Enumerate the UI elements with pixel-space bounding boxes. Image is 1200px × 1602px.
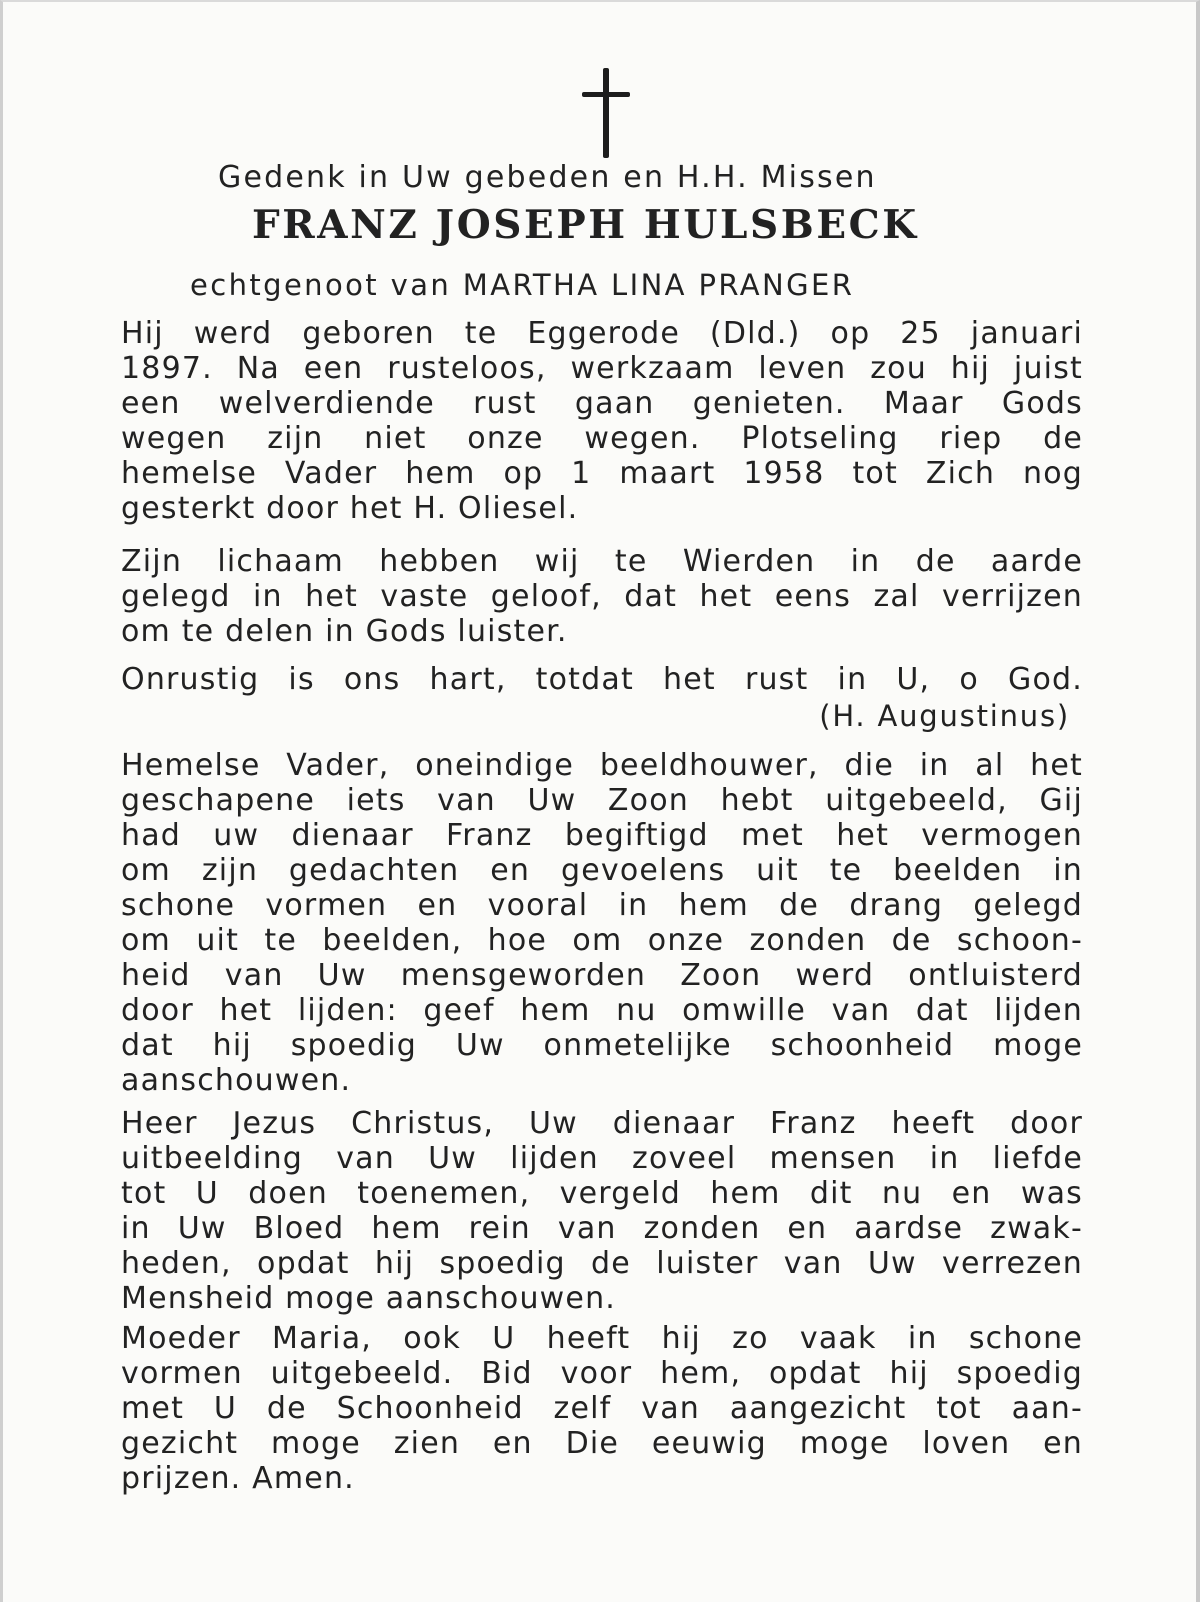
- text-line: een welverdiende rust gaan genieten. Maar Gods: [121, 386, 1083, 421]
- burial-paragraph: [121, 544, 1083, 649]
- intro-line: Gedenk in Uw gebeden en H.H. Missen: [218, 160, 877, 195]
- text-line: Moeder Maria, ook U heeft hij zo vaak in schone: [121, 1321, 1083, 1356]
- quote-text: Onrustig is ons hart, totdat het rust in U, o God.: [121, 662, 1083, 697]
- text-line: Hij werd geboren te Eggerode (Dld.) op 25 januari: [121, 316, 1083, 351]
- text-line: gelegd in het vaste geloof, dat het eens zal verrijzen: [121, 579, 1083, 614]
- text-line: om te delen in Gods luister.: [121, 614, 568, 649]
- text-line: gezicht moge zien en Die eeuwig moge loven en: [121, 1426, 1083, 1461]
- text-line: geschapene iets van Uw Zoon hebt uitgebeeld, Gij: [121, 783, 1083, 818]
- text-line: Hemelse Vader, oneindige beeldhouwer, die in al het: [121, 748, 1083, 783]
- prayer-mary: [121, 1321, 1083, 1496]
- text-line: aanschouwen.: [121, 1063, 352, 1098]
- text-line: vormen uitgebeeld. Bid voor hem, opdat hij spoedig: [121, 1356, 1083, 1391]
- text-line: heid van Uw mensgeworden Zoon werd ontluisterd: [121, 958, 1083, 993]
- text-line: Heer Jezus Christus, Uw dienaar Franz heeft door: [121, 1106, 1083, 1141]
- text-line: uitbeelding van Uw lijden zoveel mensen in liefde: [121, 1141, 1083, 1176]
- text-line: had uw dienaar Franz begiftigd met het vermogen: [121, 818, 1083, 853]
- text-line: wegen zijn niet onze wegen. Plotseling riep de: [121, 421, 1083, 456]
- text-line: tot U doen toenemen, vergeld hem dit nu en was: [121, 1176, 1083, 1211]
- text-line: door het lijden: geef hem nu omwille van dat lijden: [121, 993, 1083, 1028]
- text-line: dat hij spoedig Uw onmetelijke schoonheid moge: [121, 1028, 1083, 1063]
- spouse-prefix: echtgenoot van: [190, 268, 452, 302]
- text-line: heden, opdat hij spoedig de luister van Uw verrezen: [121, 1246, 1083, 1281]
- text-line: Zijn lichaam hebben wij te Wierden in de aarde: [121, 544, 1083, 579]
- text-line: Mensheid moge aanschouwen.: [121, 1281, 617, 1316]
- spouse-line: [190, 268, 854, 302]
- quote-attribution: (H. Augustinus): [819, 699, 1070, 733]
- prayer-father: [121, 748, 1083, 1098]
- text-line: in Uw Bloed hem rein van zonden en aardse zwak-: [121, 1211, 1083, 1246]
- text-line: prijzen. Amen.: [121, 1461, 355, 1496]
- text-line: gesterkt door het H. Oliesel.: [121, 491, 579, 526]
- text-line: met U de Schoonheid zelf van aangezicht tot aan-: [121, 1391, 1083, 1426]
- cross-icon: [582, 68, 630, 158]
- text-line: hemelse Vader hem op 1 maart 1958 tot Zich nog: [121, 456, 1083, 491]
- text-line: schone vormen en vooral in hem de drang gelegd: [121, 888, 1083, 923]
- text-line: om uit te beelden, hoe om onze zonden de schoon-: [121, 923, 1083, 958]
- quote: [121, 662, 1083, 697]
- deceased-name: FRANZ JOSEPH HULSBECK: [252, 202, 919, 248]
- text-line: om zijn gedachten en gevoelens uit te beelden in: [121, 853, 1083, 888]
- bio-paragraph: [121, 316, 1083, 526]
- spouse-name: MARTHA LINA PRANGER: [462, 268, 855, 302]
- prayer-jesus: [121, 1106, 1083, 1316]
- text-line: 1897. Na een rusteloos, werkzaam leven zou hij juist: [121, 351, 1083, 386]
